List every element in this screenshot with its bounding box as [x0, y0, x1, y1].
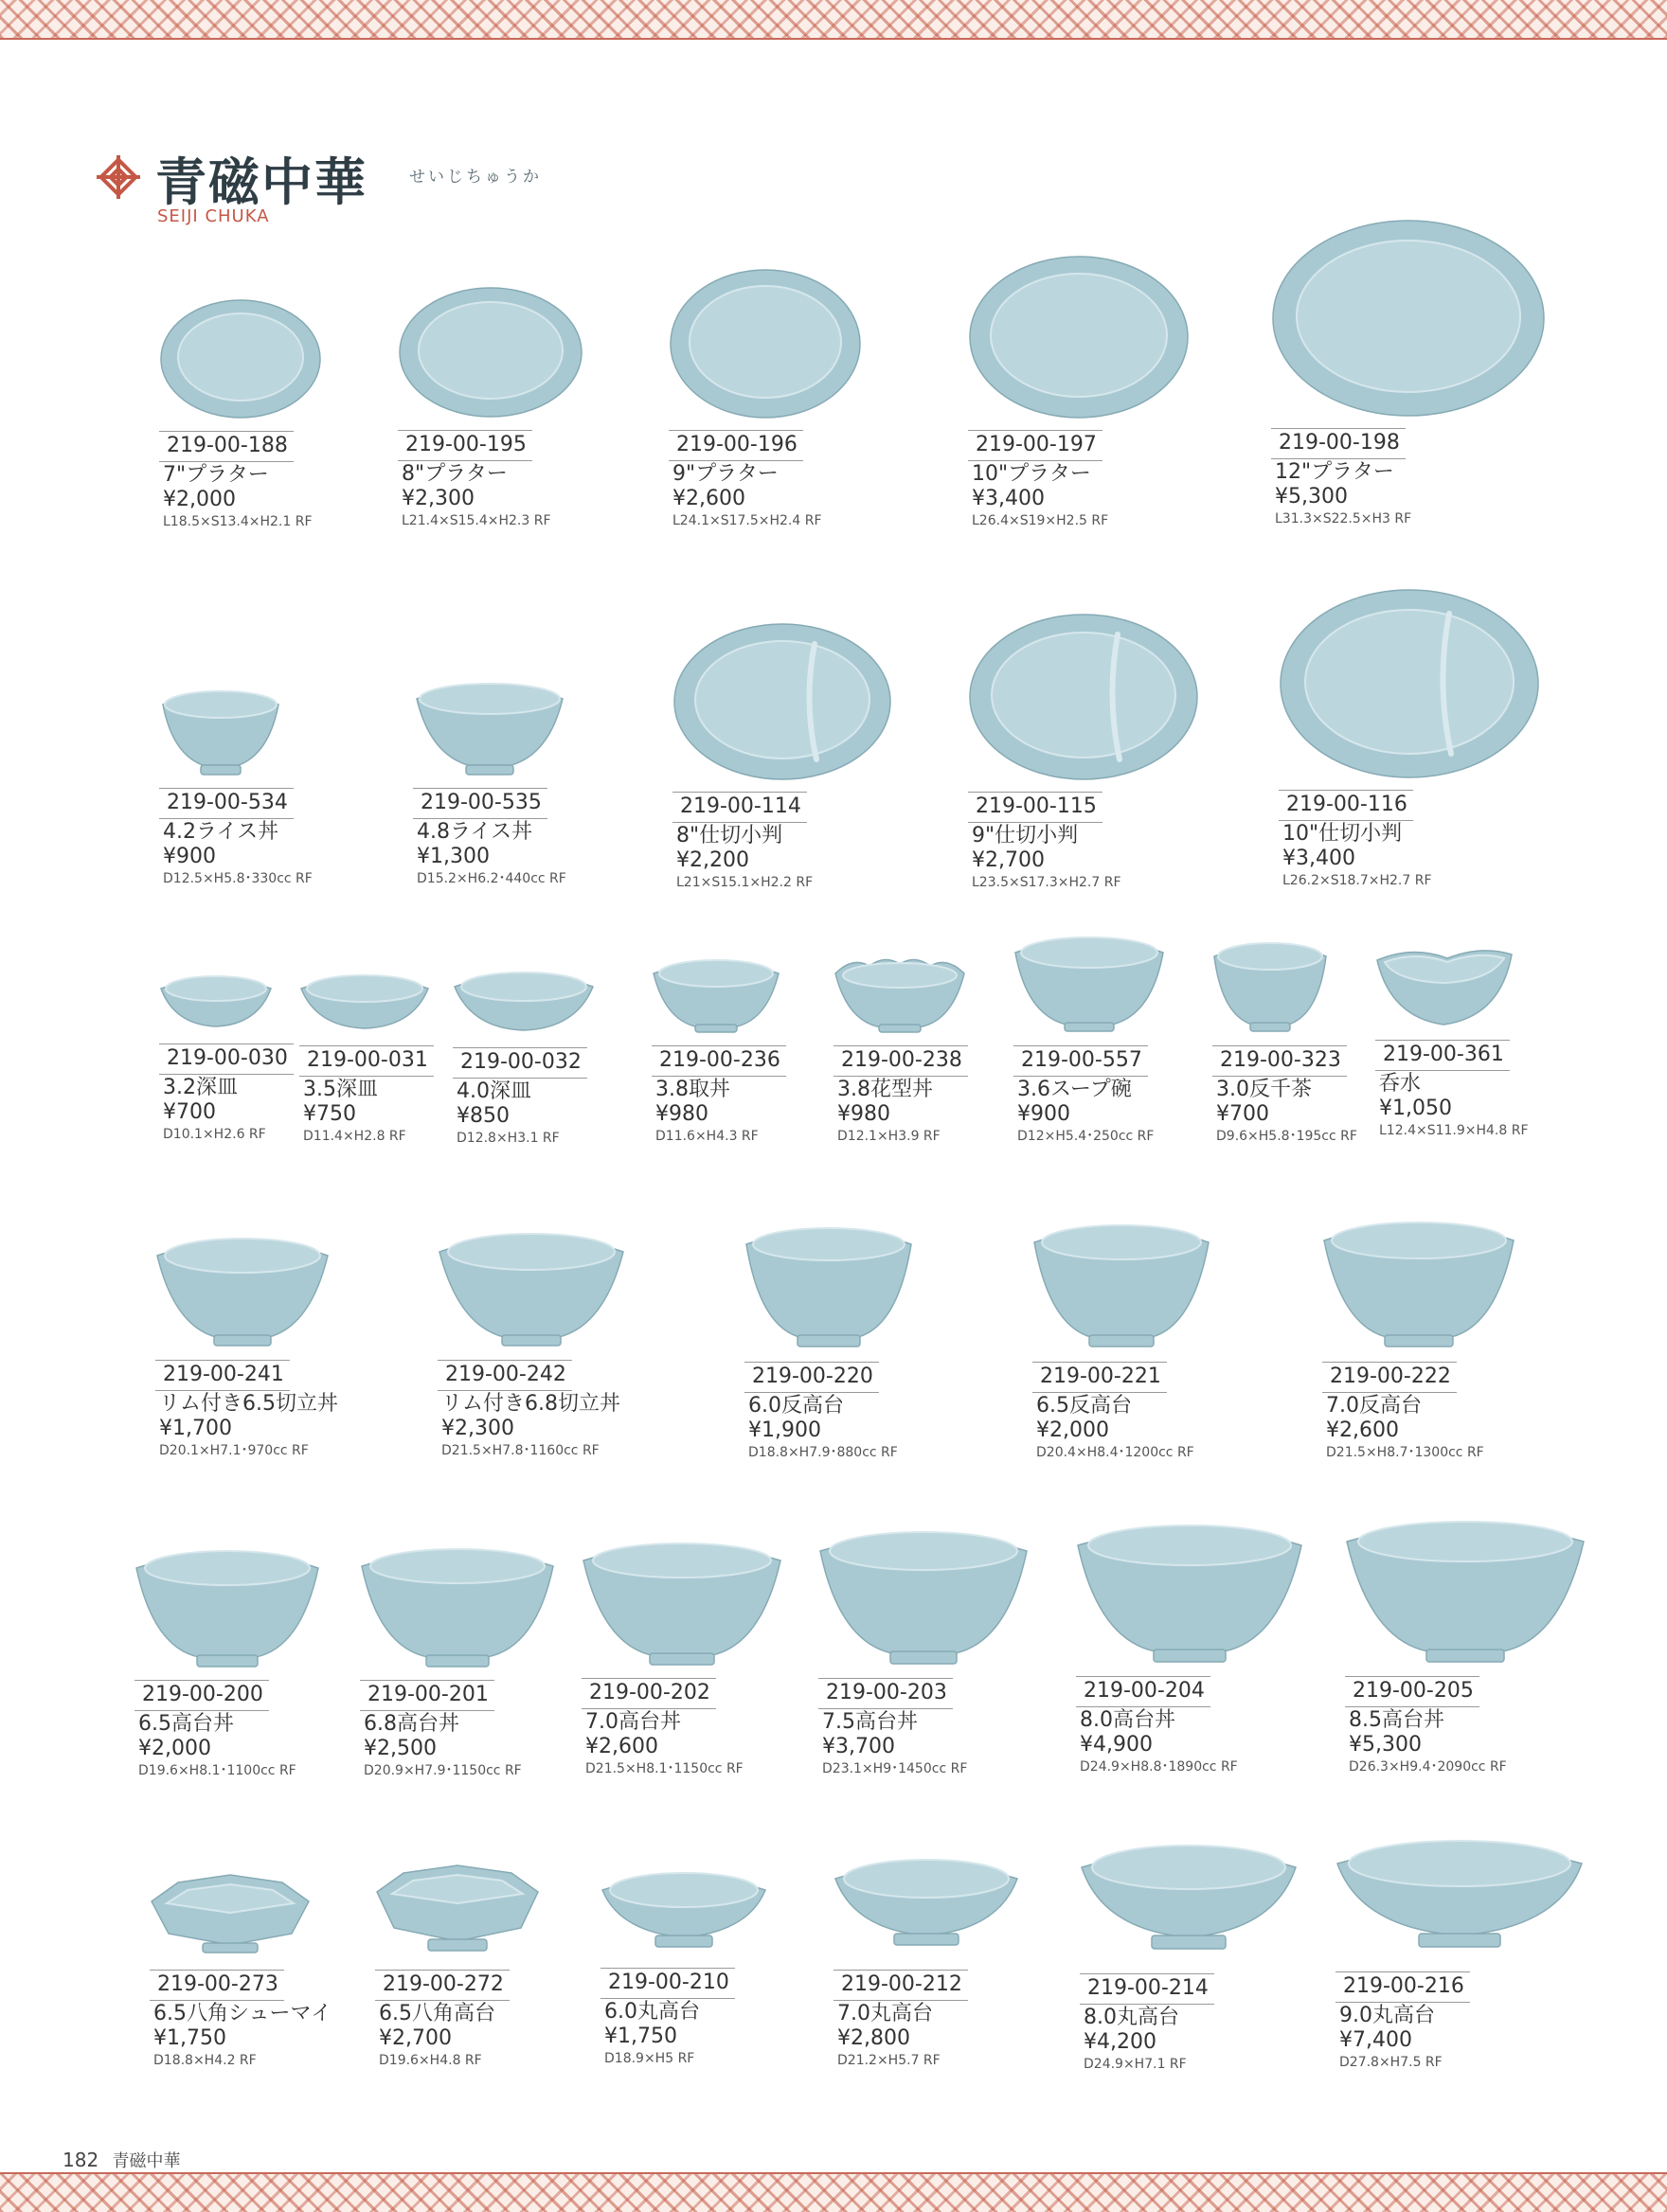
- product-price: ¥980: [655, 1102, 708, 1126]
- product-dimensions: D18.8×H4.2 RF: [153, 2053, 257, 2068]
- product-card: [413, 680, 566, 888]
- product-image: [1335, 1829, 1584, 1962]
- product-card: [159, 687, 313, 888]
- product-price: ¥1,700: [159, 1417, 232, 1440]
- product-dimensions: L18.5×S13.4×H2.1 RF: [163, 514, 313, 529]
- product-image: [582, 1536, 782, 1668]
- product-name: 4.8ライス丼: [417, 820, 533, 844]
- knot-logo-icon: [93, 152, 144, 203]
- product-price: ¥2,600: [585, 1735, 658, 1758]
- product-name: 9"仕切小判: [972, 824, 1079, 847]
- product-price: ¥5,300: [1349, 1733, 1422, 1757]
- product-price: ¥2,700: [379, 2026, 452, 2050]
- product-name: 7.5高台丼: [822, 1710, 918, 1734]
- product-name: 6.5八角シューマイ: [153, 2002, 332, 2025]
- product-dimensions: D20.9×H7.9･1150cc RF: [364, 1763, 522, 1778]
- product-dimensions: D21.2×H5.7 RF: [837, 2053, 941, 2068]
- product-code: 219-00-214: [1080, 1973, 1214, 2005]
- product-image: [1375, 945, 1514, 1030]
- product-code: 219-00-204: [1076, 1676, 1210, 1707]
- product-dimensions: D11.6×H4.3 RF: [655, 1129, 759, 1144]
- product-name: 9.0丸高台: [1339, 2004, 1435, 2027]
- product-price: ¥4,900: [1080, 1733, 1153, 1757]
- product-card: [1080, 1835, 1298, 2074]
- product-dimensions: D19.6×H4.8 RF: [379, 2053, 482, 2068]
- product-price: ¥2,600: [672, 487, 745, 510]
- product-image: [398, 284, 583, 420]
- product-image: [1279, 587, 1540, 780]
- product-card: [1013, 932, 1165, 1146]
- product-code: 219-00-241: [155, 1360, 290, 1391]
- product-dimensions: D20.4×H8.4･1200cc RF: [1036, 1445, 1194, 1460]
- product-code: 219-00-198: [1271, 428, 1406, 459]
- product-dimensions: D21.5×H8.7･1300cc RF: [1326, 1445, 1484, 1460]
- page-title: 青磁中華: [155, 152, 367, 212]
- product-price: ¥1,300: [417, 845, 490, 868]
- product-dimensions: D12.1×H3.9 RF: [837, 1129, 941, 1144]
- page-title-kana: せいじちゅうか: [409, 168, 542, 187]
- product-card: [155, 1231, 338, 1460]
- product-name: 6.5八角高台: [379, 2002, 495, 2025]
- product-code: 219-00-115: [968, 792, 1102, 823]
- product-name: 8"仕切小判: [676, 824, 783, 847]
- product-dimensions: L31.3×S22.5×H3 RF: [1275, 511, 1412, 526]
- product-code: 219-00-221: [1032, 1362, 1167, 1393]
- product-price: ¥2,700: [972, 848, 1045, 872]
- product-code: 219-00-323: [1212, 1045, 1347, 1077]
- product-dimensions: D21.5×H7.8･1160cc RF: [441, 1443, 600, 1458]
- product-price: ¥980: [837, 1102, 890, 1126]
- decorative-border-top: [0, 0, 1667, 38]
- product-card: [1076, 1517, 1303, 1776]
- product-image: [375, 1865, 540, 1960]
- product-card: [453, 962, 595, 1148]
- product-card: [1032, 1218, 1210, 1462]
- product-price: ¥1,900: [748, 1418, 821, 1442]
- product-dimensions: D11.4×H2.8 RF: [303, 1129, 406, 1144]
- product-price: ¥2,000: [1036, 1418, 1109, 1442]
- product-code: 219-00-212: [834, 1970, 968, 2001]
- footer-section-name: 青磁中華: [112, 2151, 181, 2171]
- product-card: [582, 1536, 782, 1778]
- product-image: [1013, 932, 1165, 1036]
- product-code: 219-00-222: [1322, 1362, 1457, 1393]
- product-price: ¥900: [1017, 1102, 1070, 1126]
- product-name: 4.2ライス丼: [163, 820, 279, 844]
- product-card: [1212, 937, 1357, 1146]
- product-dimensions: L23.5×S17.3×H2.7 RF: [972, 875, 1121, 890]
- product-card: [299, 966, 434, 1146]
- decorative-border-bottom: [0, 2174, 1667, 2212]
- product-code: 219-00-236: [652, 1045, 786, 1077]
- product-card: [398, 284, 583, 530]
- product-card: [159, 968, 294, 1144]
- product-dimensions: L26.4×S19×H2.5 RF: [972, 513, 1109, 528]
- product-name: 3.8取丼: [655, 1078, 730, 1101]
- product-image: [438, 1225, 625, 1350]
- product-dimensions: D12.8×H3.1 RF: [457, 1131, 560, 1146]
- product-image: [134, 1543, 320, 1670]
- product-name: 6.5高台丼: [138, 1712, 234, 1736]
- product-name: 3.8花型丼: [837, 1078, 933, 1101]
- product-dimensions: L26.2×S18.7×H2.7 RF: [1282, 873, 1432, 888]
- product-price: ¥2,000: [163, 488, 236, 511]
- product-image: [1345, 1513, 1586, 1667]
- product-card: [1279, 587, 1540, 890]
- product-image: [834, 1850, 1019, 1960]
- product-price: ¥850: [457, 1104, 510, 1128]
- product-code: 219-00-030: [159, 1044, 294, 1075]
- product-card: [1322, 1214, 1515, 1462]
- product-code: 219-00-216: [1335, 1971, 1470, 2003]
- product-card: [360, 1542, 555, 1780]
- product-dimensions: D10.1×H2.6 RF: [163, 1127, 266, 1142]
- product-card: [1375, 945, 1529, 1140]
- product-name: リム付き6.8切立丼: [441, 1392, 620, 1416]
- product-code: 219-00-238: [834, 1045, 968, 1077]
- product-image: [150, 1875, 311, 1960]
- product-dimensions: D23.1×H9･1450cc RF: [822, 1761, 968, 1776]
- product-name: 10"仕切小判: [1282, 822, 1403, 846]
- product-image: [1076, 1517, 1303, 1667]
- product-image: [413, 680, 566, 778]
- product-code: 219-00-188: [159, 431, 294, 462]
- product-price: ¥4,200: [1084, 2030, 1156, 2054]
- product-price: ¥2,500: [364, 1737, 437, 1760]
- product-image: [672, 621, 892, 782]
- product-card: [1271, 218, 1546, 528]
- product-card: [438, 1225, 625, 1460]
- product-dimensions: D24.9×H7.1 RF: [1084, 2057, 1187, 2072]
- product-name: 6.5反高台: [1036, 1394, 1132, 1418]
- product-code: 219-00-031: [299, 1045, 434, 1077]
- product-price: ¥1,050: [1379, 1097, 1452, 1120]
- product-dimensions: D24.9×H8.8･1890cc RF: [1080, 1759, 1238, 1775]
- product-code: 219-00-114: [672, 792, 807, 823]
- product-name: 7.0丸高台: [837, 2002, 933, 2025]
- product-name: 4.0深皿: [457, 1079, 531, 1103]
- product-card: [375, 1865, 540, 2070]
- page-title-roman: SEIJI CHUKA: [157, 206, 270, 226]
- product-image: [834, 953, 966, 1036]
- product-price: ¥2,300: [441, 1417, 514, 1440]
- product-image: [968, 612, 1199, 782]
- product-code: 219-00-272: [375, 1970, 510, 2001]
- product-name: 8"プラター: [402, 462, 508, 486]
- product-card: [834, 953, 968, 1146]
- product-name: 7"プラター: [163, 463, 269, 487]
- product-name: 12"プラター: [1275, 460, 1394, 484]
- product-image: [159, 968, 273, 1034]
- product-name: 6.8高台丼: [364, 1712, 459, 1736]
- product-dimensions: D21.5×H8.1･1150cc RF: [585, 1761, 744, 1776]
- product-price: ¥750: [303, 1102, 356, 1126]
- product-image: [299, 966, 430, 1036]
- product-price: ¥2,300: [402, 487, 475, 510]
- product-card: [150, 1875, 332, 2070]
- product-code: 219-00-116: [1279, 790, 1413, 821]
- product-image: [1212, 937, 1328, 1036]
- product-code: 219-00-534: [159, 788, 294, 819]
- product-price: ¥2,200: [676, 848, 749, 872]
- product-code: 219-00-202: [582, 1678, 716, 1709]
- product-price: ¥1,750: [153, 2026, 226, 2050]
- product-price: ¥2,800: [837, 2026, 910, 2050]
- product-dimensions: L21.4×S15.4×H2.3 RF: [402, 513, 551, 528]
- product-name: 8.0高台丼: [1080, 1708, 1175, 1732]
- product-dimensions: D12.5×H5.8･330cc RF: [163, 871, 313, 886]
- product-name: 8.0丸高台: [1084, 2006, 1179, 2029]
- product-dimensions: D18.8×H7.9･880cc RF: [748, 1445, 898, 1460]
- product-name: 9"プラター: [672, 462, 779, 486]
- product-card: [1345, 1513, 1586, 1776]
- product-name: 6.0反高台: [748, 1394, 844, 1418]
- product-card: [159, 296, 322, 531]
- product-price: ¥2,000: [138, 1737, 211, 1760]
- product-card: [134, 1543, 320, 1780]
- product-dimensions: D20.1×H7.1･970cc RF: [159, 1443, 309, 1458]
- product-image: [600, 1864, 767, 1958]
- product-code: 219-00-210: [600, 1968, 735, 1999]
- product-name: 6.0丸高台: [604, 2000, 700, 2024]
- product-price: ¥2,600: [1326, 1418, 1399, 1442]
- product-price: ¥700: [163, 1100, 216, 1124]
- product-code: 219-00-032: [453, 1047, 587, 1079]
- product-price: ¥7,400: [1339, 2028, 1412, 2052]
- product-dimensions: L12.4×S11.9×H4.8 RF: [1379, 1123, 1529, 1138]
- product-name: 7.0高台丼: [585, 1710, 681, 1734]
- product-name: 3.5深皿: [303, 1078, 378, 1101]
- product-code: 219-00-197: [968, 430, 1102, 461]
- product-card: [600, 1864, 767, 2068]
- product-card: [818, 1525, 1029, 1778]
- product-card: [968, 612, 1199, 892]
- product-card: [652, 953, 786, 1146]
- product-dimensions: D26.3×H9.4･2090cc RF: [1349, 1759, 1507, 1775]
- product-code: 219-00-195: [398, 430, 532, 461]
- product-image: [155, 1231, 330, 1350]
- product-card: [834, 1850, 1019, 2070]
- product-name: 7.0反高台: [1326, 1394, 1422, 1418]
- product-name: 呑水: [1379, 1072, 1422, 1096]
- product-image: [652, 953, 780, 1036]
- product-code: 219-00-203: [818, 1678, 953, 1709]
- product-image: [1032, 1218, 1210, 1352]
- product-card: [744, 1222, 913, 1462]
- product-image: [818, 1525, 1029, 1668]
- product-dimensions: D19.6×H8.1･1100cc RF: [138, 1763, 296, 1778]
- page-footer: [63, 2148, 181, 2172]
- product-price: ¥3,700: [822, 1735, 895, 1758]
- product-card: [968, 254, 1190, 530]
- product-dimensions: L21×S15.1×H2.2 RF: [676, 875, 814, 890]
- product-image: [669, 267, 862, 420]
- product-dimensions: D12×H5.4･250cc RF: [1017, 1129, 1155, 1144]
- product-image: [744, 1222, 913, 1352]
- product-dimensions: D9.6×H5.8･195cc RF: [1216, 1129, 1357, 1144]
- product-code: 219-00-196: [669, 430, 803, 461]
- product-price: ¥3,400: [972, 487, 1045, 510]
- product-card: [669, 267, 862, 530]
- product-dimensions: D27.8×H7.5 RF: [1339, 2055, 1443, 2070]
- product-code: 219-00-220: [744, 1362, 879, 1393]
- product-image: [1080, 1835, 1298, 1964]
- product-code: 219-00-273: [150, 1970, 284, 2001]
- product-image: [1271, 218, 1546, 419]
- product-code: 219-00-361: [1375, 1040, 1510, 1071]
- product-image: [360, 1542, 555, 1670]
- product-price: ¥1,750: [604, 2025, 677, 2048]
- product-dimensions: D15.2×H6.2･440cc RF: [417, 871, 566, 886]
- product-name: 3.2深皿: [163, 1076, 238, 1099]
- product-code: 219-00-205: [1345, 1676, 1479, 1707]
- product-image: [159, 687, 282, 778]
- product-name: 8.5高台丼: [1349, 1708, 1444, 1732]
- product-code: 219-00-242: [438, 1360, 572, 1391]
- product-dimensions: D18.9×H5 RF: [604, 2051, 695, 2066]
- product-image: [159, 296, 322, 421]
- product-price: ¥900: [163, 845, 216, 868]
- product-image: [1322, 1214, 1515, 1352]
- product-image: [968, 254, 1190, 420]
- product-name: 10"プラター: [972, 462, 1091, 486]
- page-number: 182: [63, 2149, 99, 2171]
- product-dimensions: L24.1×S17.5×H2.4 RF: [672, 513, 822, 528]
- product-code: 219-00-200: [134, 1680, 269, 1711]
- product-price: ¥5,300: [1275, 485, 1348, 508]
- product-image: [453, 962, 595, 1038]
- product-code: 219-00-557: [1013, 1045, 1148, 1077]
- product-name: 3.6スープ碗: [1017, 1078, 1132, 1101]
- product-card: [1335, 1829, 1584, 2072]
- product-name: リム付き6.5切立丼: [159, 1392, 338, 1416]
- product-code: 219-00-535: [413, 788, 547, 819]
- product-price: ¥700: [1216, 1102, 1269, 1126]
- product-name: 3.0反千茶: [1216, 1078, 1312, 1101]
- product-price: ¥3,400: [1282, 847, 1355, 870]
- product-code: 219-00-201: [360, 1680, 494, 1711]
- product-card: [672, 621, 892, 892]
